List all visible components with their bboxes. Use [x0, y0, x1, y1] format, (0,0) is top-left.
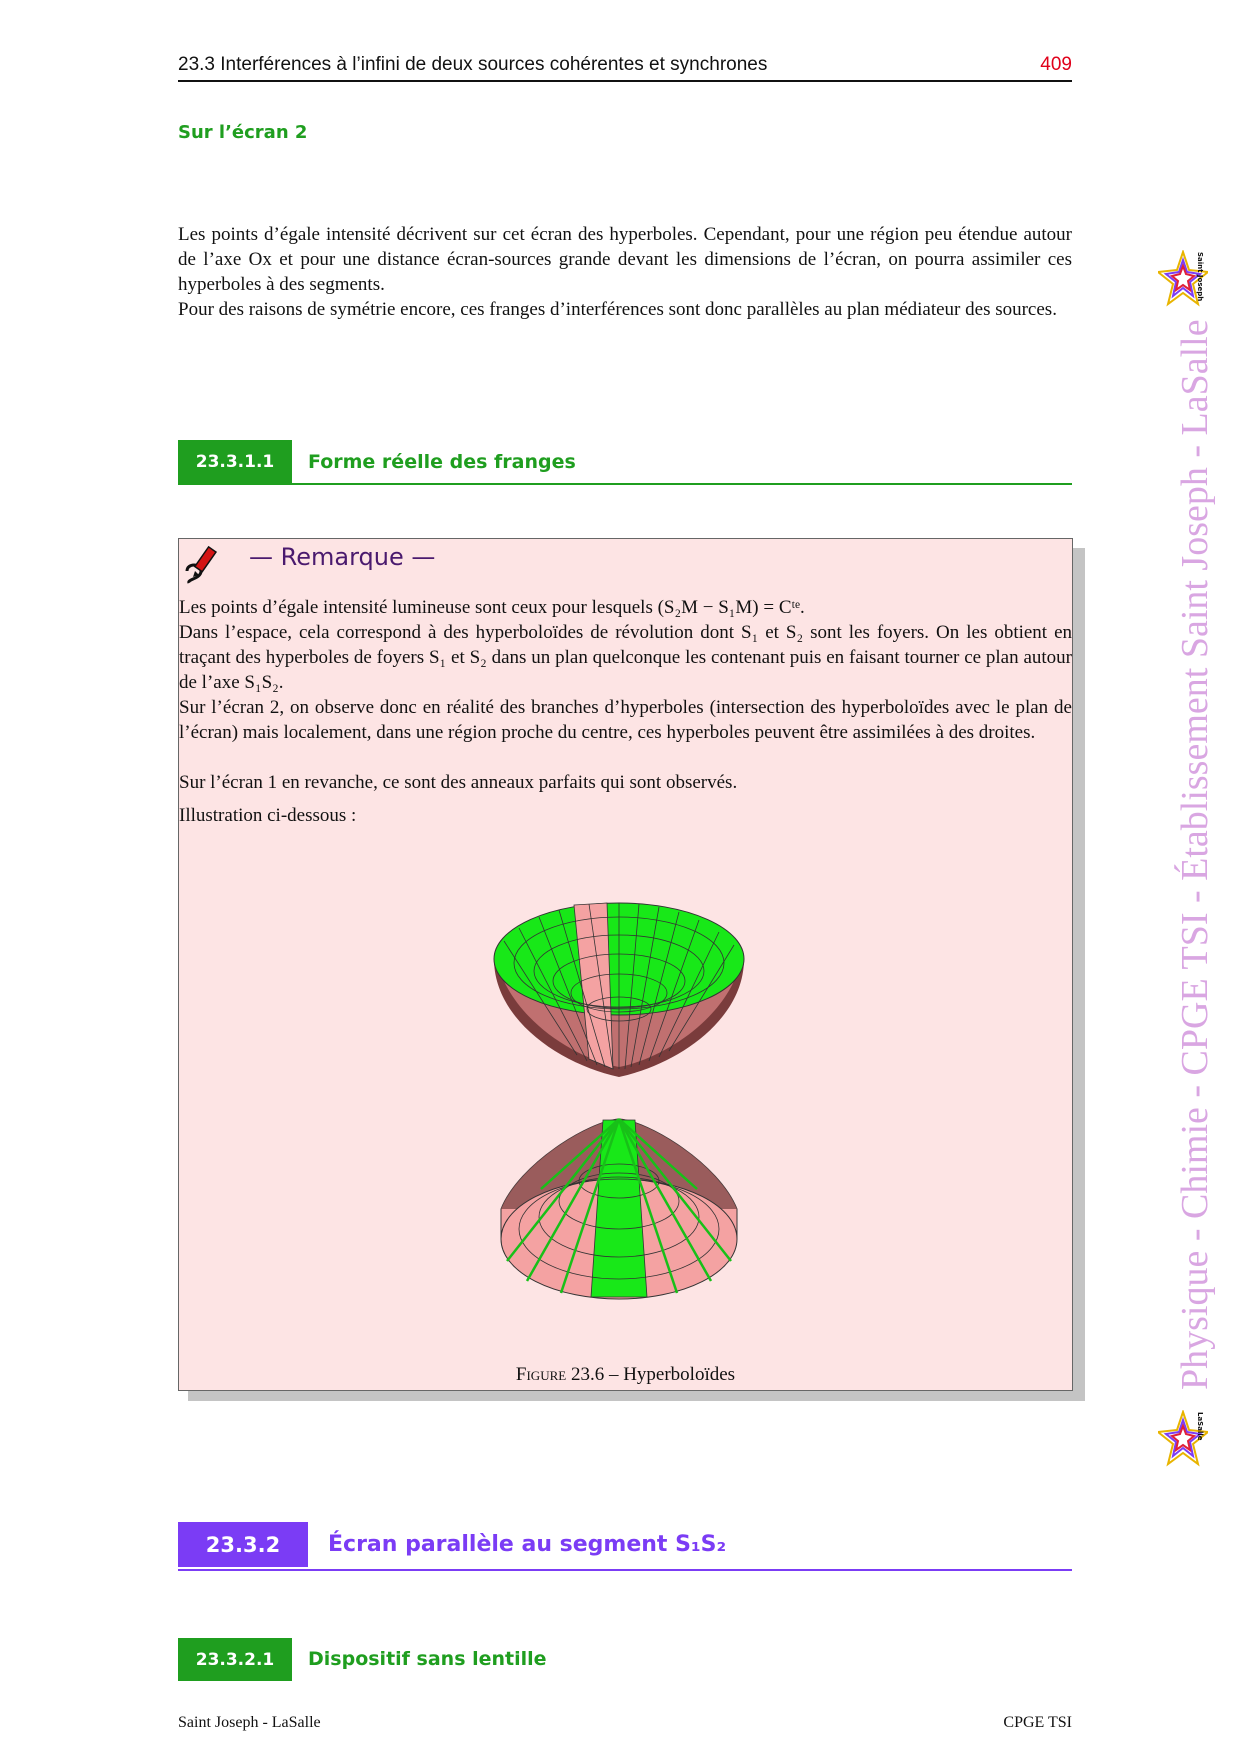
section-rule-violet [178, 1569, 1072, 1571]
svg-text:Saint Joseph: Saint Joseph [1196, 252, 1204, 302]
header-rule [178, 80, 1072, 82]
figure-caption-label: Figure [515, 1364, 567, 1385]
section-number-badge: 23.3.1.1 [178, 440, 292, 483]
section-number-badge-violet: 23.3.2 [178, 1522, 308, 1567]
subsection-number-badge: 23.3.2.1 [178, 1638, 292, 1681]
pencil-note-icon [181, 541, 225, 585]
running-header-title: 23.3 Interférences à l’infini de deux sources cohérentes et synchrones [178, 54, 768, 75]
intro-paragraph-2: Pour des raisons de symétrie encore, ces franges d’interférences sont donc parallèles au plan médiateur des sources. [178, 299, 1057, 320]
remark-box [178, 538, 1073, 1391]
subsection-title-2: Dispositif sans lentille [308, 1648, 547, 1670]
section-title: Forme réelle des franges [308, 451, 576, 473]
page-number: 409 [1040, 54, 1072, 75]
upper-hyperboloid-sheet [494, 903, 744, 1077]
subsection-title: Sur l’écran 2 [178, 122, 308, 143]
footer-right: CPGE TSI [1003, 1714, 1072, 1731]
footer-left: Saint Joseph - LaSalle [178, 1714, 321, 1731]
figure-caption-text: 23.6 – Hyperboloïdes [570, 1364, 736, 1385]
figure-caption [179, 1364, 1072, 1386]
remark-paragraph-4: Sur l’écran 1 en revanche, ce sont des anneaux parfaits qui sont observés. [179, 772, 738, 793]
section-rule [178, 483, 1072, 485]
intro-paragraph-1: Les points d’égale intensité décrivent sur cet écran des hyperboles. Cependant, pour une région peu étendue autour de l’axe Ox et pour une distance écran-sources grande devant les dimensions de l’écran, on pourra assimiler ces hyperboles à des segments. [178, 224, 1072, 295]
remark-paragraph-1: Les points d’égale intensité lumineuse sont ceux pour lesquels (S₂M − S₁M) = Cᵗᵉ. [179, 597, 805, 618]
lower-hyperboloid-sheet [501, 1119, 737, 1299]
remark-paragraph-3: Sur l’écran 2, on observe donc en réalité des branches d’hyperboles (intersection des hyperboloïdes avec le plan de l’écran) mais localement, dans une région proche du centre, ces hyperboles peuvent être assimilées à des droites. [179, 697, 1072, 743]
svg-text:LaSalle: LaSalle [1196, 1412, 1204, 1441]
school-logo-icon-bottom [1158, 1410, 1208, 1470]
remark-paragraph-2: Dans l’espace, cela correspond à des hyperboloïdes de révolution dont S₁ et S₂ sont les foyers. On les obtient en traçant des hyperboles de foyers S₁ et S₂ dans un plan quelconque les contenant puis en faisant tourner ce plan autour de l’axe S₁S₂. [179, 622, 1072, 693]
school-logo-icon-top [1158, 250, 1208, 310]
section-title-violet: Écran parallèle au segment S₁S₂ [328, 1532, 727, 1557]
remark-heading: — Remarque — [249, 543, 436, 571]
hyperboloids-figure [479, 889, 779, 1309]
remark-paragraph-5: Illustration ci-dessous : [179, 805, 357, 826]
sidebar-vertical-text: Physique - Chimie - CPGE TSI - Établissement Saint Joseph - LaSalle [1174, 319, 1216, 1390]
